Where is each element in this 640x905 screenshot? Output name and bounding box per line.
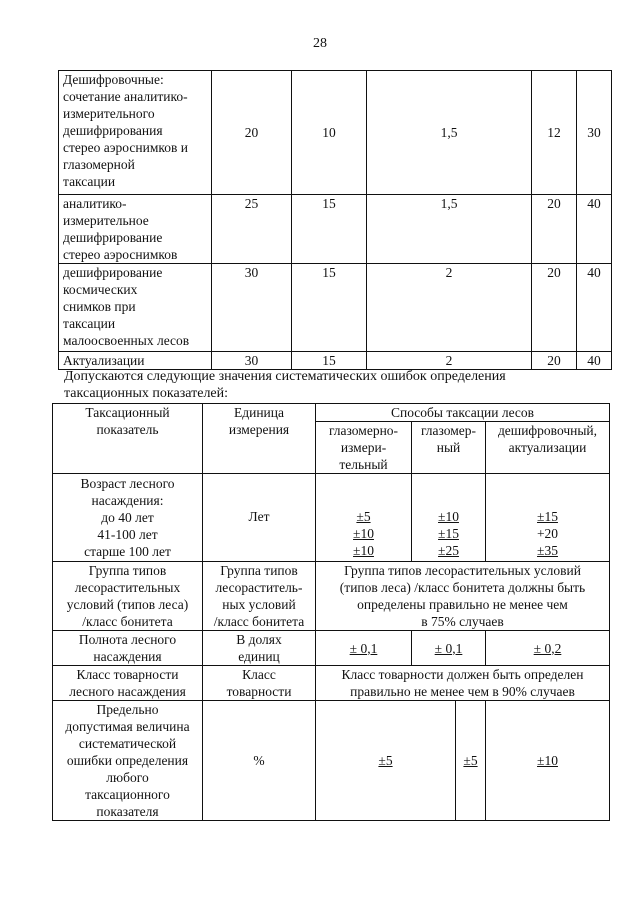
method-value-v4: 20 <box>532 195 577 264</box>
commodity-label: Класс товарности лесного насаждения <box>53 666 203 701</box>
method-value-v5: 40 <box>577 195 612 264</box>
commodity-row <box>53 666 610 701</box>
method-row <box>59 195 612 264</box>
intro-paragraph <box>64 368 598 402</box>
age-eye: ±10 ±15 ±25 <box>412 474 486 562</box>
header-unit: Единица измерения <box>203 404 316 474</box>
method-label: Дешифровочные: сочетание аналитико- измерительного дешифрирования стерео аэроснимков и глазомерной таксации <box>59 71 212 195</box>
method-value-v5: 40 <box>577 264 612 352</box>
density-eye-instrumental: ± 0,1 <box>316 631 412 666</box>
method-value-v4: 20 <box>532 264 577 352</box>
method-value-v4: 20 <box>532 352 577 370</box>
subheader-eye: глазомер- ный <box>412 422 486 474</box>
density-row <box>53 631 610 666</box>
group-types-text: Группа типов лесорастительных условий (типов леса) /класс бонитета должны быть определены правильно не менее чем в 75% случаев <box>316 562 610 631</box>
method-row <box>59 264 612 352</box>
method-value-v2: 15 <box>292 195 367 264</box>
method-value-v3: 2 <box>367 352 532 370</box>
commodity-unit: Класс товарности <box>203 666 316 701</box>
group-types-row <box>53 562 610 631</box>
method-value-v2: 10 <box>292 71 367 195</box>
commodity-text: Класс товарности должен быть определен правильно не менее чем в 90% случаев <box>316 666 610 701</box>
method-value-v1: 20 <box>212 71 292 195</box>
intro-line: Допускаются следующие значения систематических ошибок определения <box>64 369 506 384</box>
method-value-v2: 15 <box>292 264 367 352</box>
error-eye-instrumental: ±5 <box>316 701 456 821</box>
method-value-v5: 40 <box>577 352 612 370</box>
header-row <box>53 404 610 422</box>
method-value-v1: 30 <box>212 352 292 370</box>
method-value-v3: 1,5 <box>367 71 532 195</box>
error-label: Предельно допустимая величина систематической ошибки определения любого таксационного показателя <box>53 701 203 821</box>
density-decoding: ± 0,2 <box>486 631 610 666</box>
density-eye: ± 0,1 <box>412 631 486 666</box>
error-row <box>53 701 610 821</box>
method-row <box>59 352 612 370</box>
age-row <box>53 474 610 562</box>
method-value-v2: 15 <box>292 352 367 370</box>
method-value-v4: 12 <box>532 71 577 195</box>
error-unit: % <box>203 701 316 821</box>
subheader-decoding: дешифровочный, актуализации <box>486 422 610 474</box>
error-eye: ±5 <box>456 701 486 821</box>
errors-table <box>52 403 610 821</box>
method-value-v1: 30 <box>212 264 292 352</box>
subheader-eye-instrumental: глазомерно- измери- тельный <box>316 422 412 474</box>
header-methods: Способы таксации лесов <box>316 404 610 422</box>
age-decoding: ±15 +20 ±35 <box>486 474 610 562</box>
method-label: аналитико- измерительное дешифрирование стерео аэроснимков <box>59 195 212 264</box>
method-label: Актуализации <box>59 352 212 370</box>
group-types-label: Группа типов лесорастительных условий (типов леса) /класс бонитета <box>53 562 203 631</box>
methods-table <box>58 70 612 370</box>
method-value-v3: 1,5 <box>367 195 532 264</box>
method-row <box>59 71 612 195</box>
age-unit: Лет <box>203 474 316 562</box>
method-value-v3: 2 <box>367 264 532 352</box>
age-label: Возраст лесного насаждения: до 40 лет 41-100 лет старше 100 лет <box>53 474 203 562</box>
header-indicator: Таксационный показатель <box>53 404 203 474</box>
age-eye-instrumental: ±5 ±10 ±10 <box>316 474 412 562</box>
density-unit: В долях единиц <box>203 631 316 666</box>
method-value-v5: 30 <box>577 71 612 195</box>
error-decoding: ±10 <box>486 701 610 821</box>
intro-line: таксационных показателей: <box>64 386 229 401</box>
method-value-v1: 25 <box>212 195 292 264</box>
density-label: Полнота лесного насаждения <box>53 631 203 666</box>
method-label: дешифрирование космических снимков при таксации малоосвоенных лесов <box>59 264 212 352</box>
page-number: 28 <box>313 36 327 51</box>
group-types-unit: Группа типов лесораститель- ных условий /класс бонитета <box>203 562 316 631</box>
